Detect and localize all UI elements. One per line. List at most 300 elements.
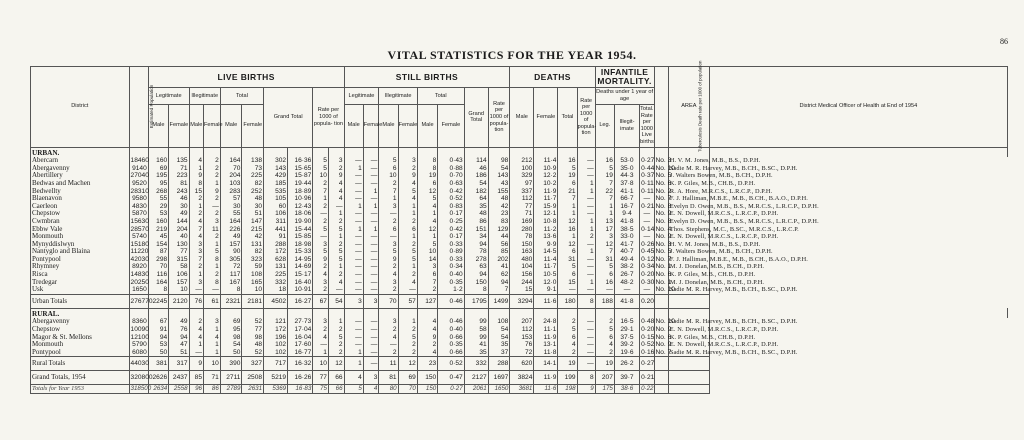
medical-officer: M. J. Donelan, M.B., B.CH., D.P.H.	[669, 263, 765, 271]
table-cell: 4	[344, 371, 363, 385]
table-cell: 48	[488, 195, 510, 203]
table-cell: 12	[328, 357, 344, 371]
im-leg-header: Leg.	[595, 105, 614, 148]
table-cell: 628	[264, 256, 288, 264]
table-cell: 2	[379, 349, 398, 357]
table-cell: 4	[328, 188, 344, 196]
table-cell: 195	[148, 172, 168, 180]
table-cell: 2	[379, 263, 398, 271]
table-cell: 23	[488, 210, 510, 218]
table-cell: —	[363, 172, 379, 180]
table-cell: 4	[313, 271, 329, 279]
table-cell: 9	[417, 334, 437, 342]
table-cell: 5	[558, 263, 577, 271]
table-cell: 15·9	[534, 203, 558, 211]
table-cell: 15180	[130, 240, 149, 248]
table-cell: 48	[242, 341, 264, 349]
table-cell: 19·90	[288, 218, 313, 226]
table-cell: 2	[558, 318, 577, 326]
table-cell: 16·27	[288, 294, 313, 308]
table-cell: 172	[264, 326, 288, 334]
table-cell: 100	[510, 165, 534, 173]
district-name: Usk	[31, 286, 130, 294]
table-cell: 57	[220, 195, 242, 203]
medical-officer: Sadie M. R. Harvey, M.B., B.CH., B.SC., D.P.H.	[669, 286, 798, 294]
table-cell: 41·7	[614, 241, 639, 249]
table-cell: 1	[344, 357, 363, 371]
table-cell: 0·12	[641, 255, 655, 263]
table-cell: 87	[148, 248, 168, 256]
table-cell: 5	[328, 226, 344, 234]
table-cell: 8	[417, 157, 437, 165]
table-cell: 1795	[464, 294, 488, 308]
table-cell: 48	[242, 195, 264, 203]
table-cell: 28570	[130, 225, 149, 233]
table-cell: 7	[595, 180, 614, 188]
area-number: No. 3	[655, 240, 672, 248]
table-cell: 0·27	[640, 357, 654, 371]
table-cell: 3	[363, 371, 379, 385]
table-cell: 12100	[130, 333, 149, 341]
table-cell: 18460	[130, 157, 149, 165]
table-cell: 108	[242, 271, 264, 279]
table-row	[31, 334, 1008, 342]
table-cell: 8	[577, 294, 595, 308]
table-cell: 150	[464, 279, 488, 287]
medical-officer: Evelyn D. Owen, M.B., B.S., M.R.C.S., L.R.C.P., D.P.H.	[669, 202, 819, 210]
table-cell: 225	[264, 271, 288, 279]
table-cell: 37·8	[614, 180, 639, 188]
table-cell: —	[344, 248, 363, 256]
table-cell: 69	[398, 371, 417, 385]
table-cell: 0·46	[438, 318, 464, 326]
table-cell: 1	[344, 203, 363, 211]
table-cell: —	[577, 203, 595, 211]
table-row	[31, 279, 1008, 287]
table-cell: 4	[189, 326, 203, 334]
table-cell: 18·89	[288, 188, 313, 196]
district-name: Cwmbran	[31, 218, 130, 226]
table-cell: 31	[558, 256, 577, 264]
table-cell: 164	[220, 157, 242, 165]
sb-grand-header: Grand Total	[464, 88, 488, 148]
table-cell: 5	[379, 248, 398, 256]
table-cell: 70	[148, 263, 168, 271]
sb-total-header: Total	[417, 88, 464, 105]
table-cell: 4	[363, 385, 379, 394]
table-cell: 45	[148, 233, 168, 241]
table-cell: 9·9	[534, 241, 558, 249]
table-cell: 6	[417, 271, 437, 279]
table-cell: 12	[417, 226, 437, 234]
table-cell: 42	[242, 233, 264, 241]
table-cell: 2	[204, 172, 221, 180]
table-cell: 105	[264, 195, 288, 203]
table-cell: 16·26	[288, 371, 313, 385]
table-cell: 2558	[169, 385, 189, 394]
table-cell: 144	[169, 218, 189, 226]
table-cell: 66·7	[614, 195, 639, 203]
table-cell: 2	[204, 157, 221, 165]
medical-officer: M. J. Donelan, M.B., B.CH., D.P.H.	[669, 278, 765, 286]
table-cell: 717	[264, 357, 288, 371]
district-name: Chepstow	[31, 326, 130, 334]
sb-rate-header: Rate per 1000 of popula- tion	[488, 88, 510, 148]
table-cell: 94	[169, 334, 189, 342]
table-cell: 2626	[148, 371, 168, 385]
table-cell: 94	[464, 241, 488, 249]
table-cell: 51	[242, 210, 264, 218]
table-cell: 4	[204, 334, 221, 342]
district-name: Pontypool	[31, 256, 130, 264]
table-cell: 1	[189, 341, 203, 349]
table-row	[31, 241, 1008, 249]
table-cell: 5	[398, 188, 417, 196]
table-cell: 54	[488, 334, 510, 342]
table-cell: —	[640, 195, 654, 203]
table-cell: 5	[595, 263, 614, 271]
medical-officer: Sadie M. R. Harvey, M.B., B.CH., B.SC., D.P.H.	[669, 164, 798, 172]
table-cell: 0·52	[641, 341, 655, 349]
table-cell: 1	[595, 210, 614, 218]
table-cell: 76	[510, 341, 534, 349]
table-cell: 22	[595, 188, 614, 196]
table-cell: —	[344, 195, 363, 203]
deaths-header: DEATHS	[510, 67, 595, 88]
area-number: No. 5	[655, 172, 672, 180]
table-cell: 2	[204, 233, 221, 241]
table-cell: 172	[264, 248, 288, 256]
table-cell: 164	[148, 279, 168, 287]
table-cell: 8	[148, 286, 168, 294]
table-cell: 2	[595, 349, 614, 357]
table-cell: 108	[488, 318, 510, 326]
medical-officer: K. P. Giles, M.B., CH.B., D.P.H.	[669, 333, 756, 341]
table-cell: 5	[398, 248, 417, 256]
table-cell: 52	[242, 349, 264, 357]
table-cell: 9·1	[534, 286, 558, 294]
table-cell: 5	[313, 157, 329, 165]
table-cell: 147	[242, 218, 264, 226]
table-row	[31, 218, 1008, 226]
page-number: 86	[1000, 37, 1008, 46]
medical-officer: E. N. Dowell, M.R.C.S., L.R.C.P., D.P.H.	[669, 210, 779, 218]
table-cell: —	[640, 233, 654, 241]
im-total-header: Total. Rate per 1000 Live births	[640, 105, 654, 148]
area-number: No. 6	[655, 271, 672, 279]
table-cell: 95	[148, 180, 168, 188]
table-cell: 2	[577, 233, 595, 241]
table-cell: —	[344, 256, 363, 264]
grand-row	[31, 371, 1008, 385]
table-cell: 6	[379, 165, 398, 173]
table-cell: 5	[379, 157, 398, 165]
table-cell: 90	[220, 248, 242, 256]
table-cell: —	[577, 210, 595, 218]
table-cell: 3	[379, 279, 398, 287]
table-cell: 78	[510, 233, 534, 241]
table-cell: 11220	[130, 248, 149, 256]
area-number: No. 10	[655, 318, 675, 326]
table-cell: 7	[189, 226, 203, 234]
table-row	[31, 248, 1008, 256]
table-cell: 35	[464, 203, 488, 211]
table-cell: 19	[595, 172, 614, 180]
table-cell: 9	[313, 256, 329, 264]
table-cell: —	[344, 233, 363, 241]
medical-officer: Evelyn D. Owen, M.B., B.S., M.R.C.S., L.R.C.P., D.P.H.	[669, 217, 819, 225]
table-row	[31, 341, 1008, 349]
table-cell: 82	[242, 180, 264, 188]
table-cell: 19	[417, 172, 437, 180]
district-name: Pontypool	[31, 349, 130, 357]
table-cell: 23	[417, 357, 437, 371]
table-cell: —	[313, 341, 329, 349]
table-cell: 2	[398, 349, 417, 357]
table-cell: 76	[189, 294, 203, 308]
table-cell: 4	[595, 341, 614, 349]
table-cell: 0·66	[438, 349, 464, 357]
table-cell: 160	[148, 157, 168, 165]
table-cell: 6	[558, 334, 577, 342]
table-cell: —	[189, 349, 203, 357]
area-number: No. 8	[655, 202, 672, 210]
table-cell: 2	[204, 271, 221, 279]
table-cell: 19	[558, 172, 577, 180]
table-cell: 98	[220, 334, 242, 342]
table-cell: 1	[398, 203, 417, 211]
table-cell: 7	[379, 188, 398, 196]
table-cell: 5	[417, 195, 437, 203]
medical-officer	[668, 371, 709, 385]
table-cell: 150	[510, 241, 534, 249]
table-cell: 165	[242, 279, 264, 287]
table-cell: 91	[148, 326, 168, 334]
table-cell: 106	[264, 210, 288, 218]
table-cell: 14·69	[288, 263, 313, 271]
table-cell: 4502	[264, 294, 288, 308]
table-cell: 49	[169, 318, 189, 326]
table-cell: 0·17	[438, 233, 464, 241]
table-cell: 3	[313, 241, 329, 249]
sb-legit-header: Legitimate	[344, 88, 379, 105]
table-cell: 116	[148, 271, 168, 279]
table-row	[31, 349, 1008, 357]
table-cell: 17·60	[288, 341, 313, 349]
table-cell: —	[640, 286, 654, 294]
table-row	[31, 195, 1008, 203]
table-cell: 11·8	[534, 349, 558, 357]
table-cell: —	[363, 210, 379, 218]
table-cell: 9·4	[614, 210, 639, 218]
table-cell: 95	[220, 326, 242, 334]
table-cell: 15	[510, 286, 534, 294]
table-cell: 16	[558, 157, 577, 165]
table-cell: 131	[264, 263, 288, 271]
table-cell: 13	[595, 218, 614, 226]
table-cell: —	[640, 210, 654, 218]
area-number: No. 1	[655, 263, 672, 271]
table-cell: 0·89	[438, 248, 464, 256]
table-cell: 44030	[129, 357, 148, 371]
table-cell: 6	[417, 180, 437, 188]
table-cell: 49·4	[614, 256, 639, 264]
table-cell: 6	[558, 271, 577, 279]
table-cell: 12	[558, 218, 577, 226]
table-cell: —	[577, 157, 595, 165]
table-cell: 155	[488, 188, 510, 196]
table-cell: 1	[204, 180, 221, 188]
table-cell: —	[379, 341, 398, 349]
table-cell: 2	[189, 263, 203, 271]
table-cell: 9520	[129, 180, 148, 188]
area-number: No. 9	[655, 210, 672, 218]
table-cell: 1	[558, 203, 577, 211]
table-cell: 0·27	[641, 157, 655, 165]
table-cell: 94	[148, 334, 168, 342]
table-cell: 1	[204, 241, 221, 249]
table-cell: 0·83	[438, 203, 464, 211]
table-cell: 2711	[220, 371, 242, 385]
table-cell: 60	[264, 203, 288, 211]
lb-legit-header: Legitimate	[148, 88, 189, 105]
table-cell: 8	[577, 371, 595, 385]
table-cell: 11	[379, 357, 398, 371]
table-cell: —	[363, 218, 379, 226]
table-cell: 2	[328, 218, 344, 226]
table-cell: 0·11	[641, 187, 654, 195]
table-cell: 2508	[242, 371, 264, 385]
table-cell: 112	[510, 326, 534, 334]
prev-row	[31, 385, 1008, 394]
table-cell: 99	[464, 334, 488, 342]
table-cell: 12·43	[288, 203, 313, 211]
table-cell: 7	[595, 248, 614, 256]
table-cell: 42030	[130, 255, 149, 263]
table-cell: 48	[464, 210, 488, 218]
section-row-urban	[31, 147, 1008, 157]
table-cell: 7	[417, 279, 437, 287]
table-cell: 6	[558, 248, 577, 256]
table-cell: 46	[464, 165, 488, 173]
table-cell: 1	[363, 203, 379, 211]
table-cell: 8	[204, 256, 221, 264]
table-cell: 2061	[464, 385, 488, 394]
table-cell: 186	[464, 172, 488, 180]
table-cell: 0·52	[438, 195, 464, 203]
area-number: No. 8	[655, 217, 672, 225]
table-cell: 5	[558, 165, 577, 173]
table-cell: 31	[595, 256, 614, 264]
table-cell: 30	[169, 203, 189, 211]
table-cell: 280	[510, 226, 534, 234]
district-name: Monmouth	[31, 341, 130, 349]
sb-illegit-header: Illegitimate	[379, 88, 417, 105]
table-cell: 94	[464, 271, 488, 279]
area-number: No. 7	[655, 348, 672, 356]
still-births-header: STILL BIRTHS	[344, 67, 510, 88]
table-cell: 49	[220, 233, 242, 241]
table-cell: 78	[464, 248, 488, 256]
medical-officer: H. V. M. Jones, M.B., B.S., D.P.H.	[669, 240, 761, 248]
table-cell: 9	[398, 172, 417, 180]
table-cell: 196	[264, 334, 288, 342]
table-cell: —	[344, 210, 363, 218]
table-cell: 20250	[130, 278, 149, 286]
table-cell: 2	[328, 271, 344, 279]
table-cell: 0·48	[641, 318, 655, 326]
table-cell: 41·8	[614, 218, 639, 226]
table-cell: 70	[220, 165, 242, 173]
table-cell: 2127	[464, 371, 488, 385]
table-cell: 215	[242, 226, 264, 234]
area-number: No. 1	[655, 278, 672, 286]
table-cell: 12	[558, 241, 577, 249]
area-number: No. 2	[655, 187, 672, 195]
table-cell: 135	[169, 157, 189, 165]
table-cell: 130	[169, 241, 189, 249]
table-cell: 0·34	[641, 263, 655, 271]
table-cell: 127	[417, 294, 437, 308]
table-cell: 2	[379, 286, 398, 294]
tb-deaths-header: Tuberculosis Death rate per 1000 of population	[654, 67, 668, 148]
table-cell: 1	[398, 263, 417, 271]
table-cell: 102	[264, 349, 288, 357]
table-cell: 2634	[148, 385, 168, 394]
table-cell: 29	[148, 203, 168, 211]
table-cell: 390	[220, 357, 242, 371]
table-cell: 0·16	[641, 348, 655, 356]
table-cell: 19·44	[288, 180, 313, 188]
medical-officer: E. N. Dowell, M.R.C.S., L.R.C.P., D.P.H.	[669, 233, 779, 241]
table-cell: 4	[398, 195, 417, 203]
district-name: Abertillery	[31, 172, 130, 180]
table-cell: 0·88	[438, 165, 464, 173]
table-cell: —	[344, 263, 363, 271]
table-cell: 10·9	[534, 165, 558, 173]
table-cell: 9	[204, 188, 221, 196]
table-cell: 1	[344, 165, 363, 173]
district-name: Ebbw Vale	[31, 226, 130, 234]
table-cell: 1	[204, 341, 221, 349]
table-cell: 5	[344, 385, 363, 394]
area-header: AREA	[668, 67, 709, 148]
table-cell: 3	[313, 318, 329, 326]
table-cell: 1	[189, 165, 203, 173]
table-cell: 4	[189, 334, 203, 342]
table-cell: 5369	[264, 385, 288, 394]
table-cell: 7	[595, 195, 614, 203]
table-cell: 102	[264, 341, 288, 349]
district-name: Rhymney	[31, 263, 130, 271]
table-cell: 1	[204, 326, 221, 334]
table-cell: 6080	[129, 349, 148, 357]
table-cell: 0·33	[438, 256, 464, 264]
table-cell: —	[189, 286, 203, 294]
table-cell: 16·40	[288, 279, 313, 287]
table-cell: 0·52	[438, 357, 464, 371]
table-cell: 223	[169, 172, 189, 180]
table-cell: 1650	[488, 385, 510, 394]
table-cell: —	[344, 180, 363, 188]
table-cell: 10	[242, 286, 264, 294]
table-cell: 0·15	[641, 333, 655, 341]
table-cell: 4	[189, 218, 203, 226]
table-cell: 7	[313, 188, 329, 196]
table-cell: 3	[189, 248, 203, 256]
table-cell: 2	[204, 165, 221, 173]
table-cell: 157	[220, 241, 242, 249]
